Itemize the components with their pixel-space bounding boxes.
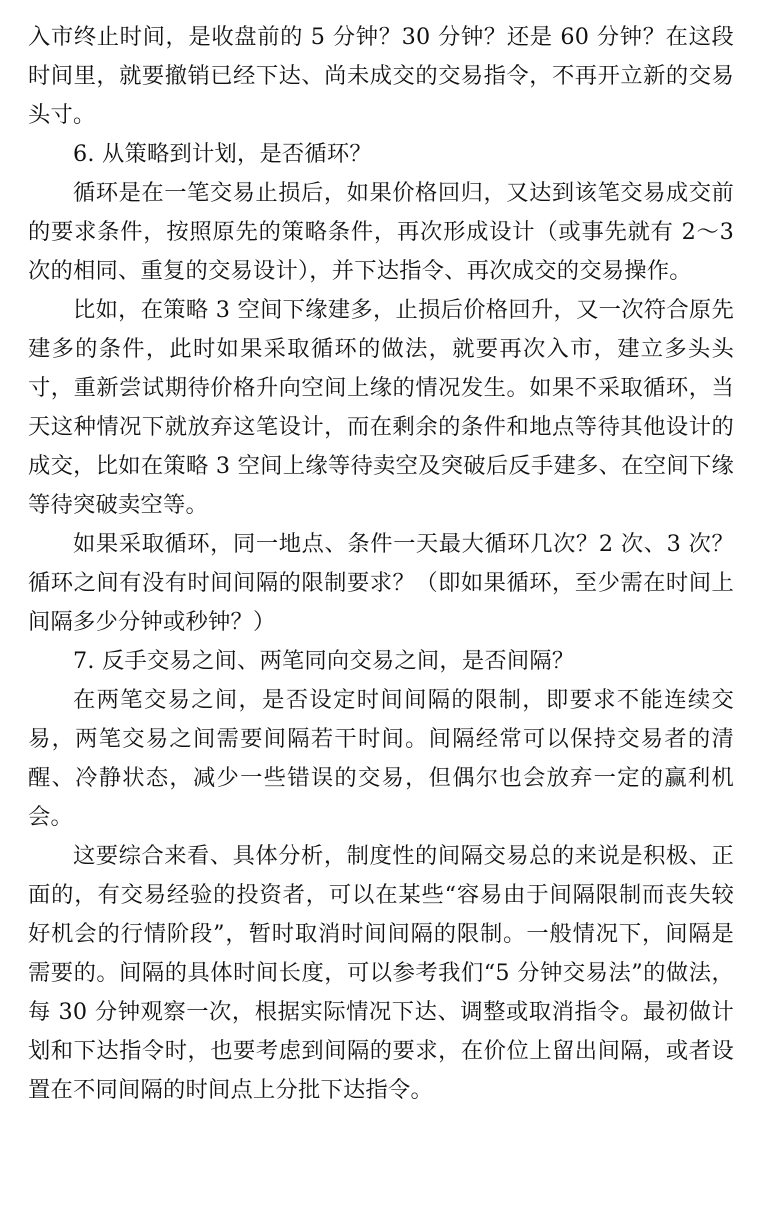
paragraph-continuation: 入市终止时间，是收盘前的 5 分钟？30 分钟？还是 60 分钟？在这段时间里，就要撤销已经下达、尚未成交的交易指令，不再开立新的交易头寸。 xyxy=(28,24,734,128)
paragraph-loop-example: 比如，在策略 3 空间下缘建多，止损后价格回升，又一次符合原先建多的条件，此时如果采取循环的做法，就要再次入市，建立多头头寸，重新尝试期待价格升向空间上缘的情况发生。如果不采取循环，当天这种情况下就放弃这笔设计，而在剩余的条件和地点等待其他设计的成交，比如在策略 3 空间上缘等待卖空及突破后反手建多、在空间下缘等待突破卖空等。 xyxy=(28,297,734,518)
paragraph-loop-definition: 循环是在一笔交易止损后，如果价格回归，又达到该笔交易成交前的要求条件，按照原先的策略条件，再次形成设计（或事先就有 2～3 次的相同、重复的交易设计），并下达指令、再次成交的交易操作。 xyxy=(28,180,734,284)
paragraph-interval-definition: 在两笔交易之间，是否设定时间间隔的限制，即要求不能连续交易，两笔交易之间需要间隔若干时间。间隔经常可以保持交易者的清醒、冷静状态，减少一些错误的交易，但偶尔也会放弃一定的赢利机会。 xyxy=(28,687,734,830)
section-heading-7: 7. 反手交易之间、两笔同向交易之间，是否间隔？ xyxy=(73,648,575,674)
section-heading-6: 6. 从策略到计划，是否循环？ xyxy=(73,141,372,167)
paragraph-interval-analysis: 这要综合来看、具体分析，制度性的间隔交易总的来说是积极、正面的，有交易经验的投资者，可以在某些“容易由于间隔限制而丧失较好机会的行情阶段”，暂时取消时间间隔的限制。一般情况下，间隔是需要的。间隔的具体时间长度，可以参考我们“5 分钟交易法”的做法，每 30 分钟观察一次，根据实际情况下达、调整或取消指令。最初做计划和下达指令时，也要考虑到间隔的要求，在价位上留出间隔，或者设置在不同间隔的时间点上分批下达指令。 xyxy=(28,843,734,1103)
document-page xyxy=(28,18,734,1110)
paragraph-loop-limits: 如果采取循环，同一地点、条件一天最大循环几次？2 次、3 次？循环之间有没有时间间隔的限制要求？（即如果循环，至少需在时间上间隔多少分钟或秒钟？） xyxy=(28,531,734,635)
